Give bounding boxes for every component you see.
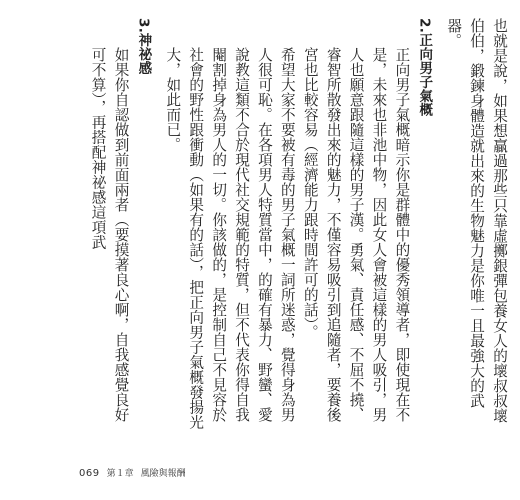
paragraph-leader: 正向男子氣概暗示你是群體中的優秀領導者，即使現在不是，未來也非池中物，因此女人會被這樣的男人吸引，男人也願意跟隨這樣的男子漢。勇氣、責任感、不屈不撓、睿智所散發出來的魅力，不僅容易吸引到追隨者，要養後宮也比較容易（經濟能力跟時間許可的話）。 xyxy=(301,47,411,423)
paragraph-weapon: 也就是說，如果想贏過那些只靠虛擲銀彈包養女人的壞叔叔壞伯伯，鍛鍊身體造就出來的生物魅力是你唯一且最強大的武器。 xyxy=(445,18,508,423)
section-heading-positive-masculinity: 2.正向男子氣概 xyxy=(416,18,433,117)
paragraph-toxic-masculinity: 希望大家不要被有毒的男子氣概一詞所迷惑，覺得身為男人很可恥。在各項男人特質當中，的確有暴力、野蠻、愛說教這類不合於現代社交規範的特質，但不代表你得自我閹割掉身為男人的一切。你該做的，是控制自己不見容於社會的野性跟衝動（如果有的話），把正向男子氣概發揚光大，如此而已。 xyxy=(164,47,296,430)
vertical-text-body xyxy=(86,18,510,433)
paragraph-mystery: 如果你自認做到前面兩者（要摸著良心啊，自我感覺良好可不算），再搭配神祕感這項武 xyxy=(89,47,130,423)
section-heading-mystery: 3.神祕感 xyxy=(135,18,152,76)
page-number: 069 xyxy=(79,468,100,479)
chapter-label: 第１章 xyxy=(106,469,134,479)
page-footer xyxy=(79,466,186,479)
chapter-title: 風險與報酬 xyxy=(140,469,186,479)
